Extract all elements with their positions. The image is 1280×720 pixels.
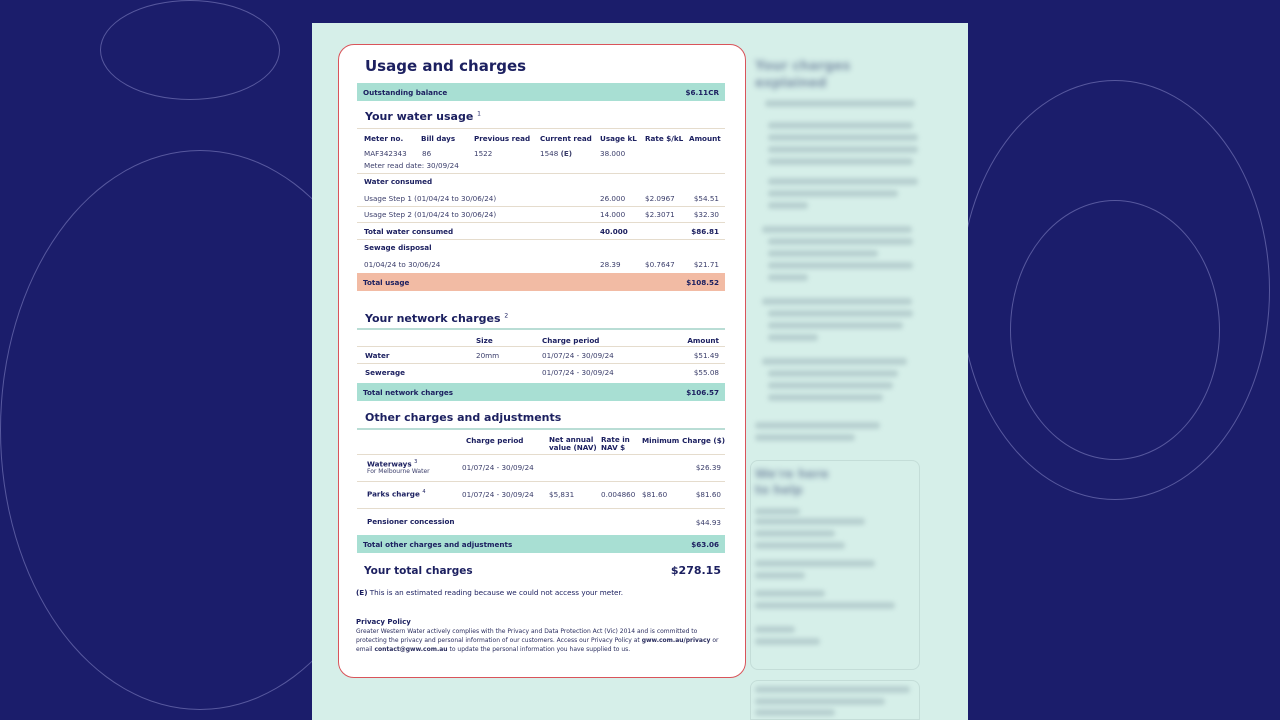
page-title: Usage and charges <box>365 57 527 75</box>
grand-total-label: Your total charges <box>364 565 473 577</box>
meter-read-date: Meter read date: 30/09/24 <box>364 161 459 170</box>
divider <box>357 481 725 482</box>
network-charges-title: Your network charges $^2$ <box>365 312 509 325</box>
bill-days: 86 <box>422 149 432 158</box>
outstanding-balance-bar <box>357 83 725 101</box>
divider <box>357 328 725 330</box>
estimate-note: (E) This is an estimated reading because we could not access your meter. <box>356 588 624 597</box>
current-read: 1548 (E) <box>540 149 573 158</box>
col-header: Rate in NAV $ <box>601 435 630 452</box>
usage: 38.000 <box>600 149 626 158</box>
col-header: Minimum <box>642 436 680 445</box>
section-label: Water consumed <box>364 177 433 186</box>
col-header: Charge period <box>542 336 600 345</box>
contact-email-link[interactable]: contact@gww.com.au <box>374 646 448 653</box>
divider <box>357 239 725 240</box>
col-header: Usage kL <box>600 134 637 143</box>
side-title: Your charges explained <box>755 59 851 91</box>
previous-read: 1522 <box>474 149 493 158</box>
background-contour <box>100 0 280 100</box>
other-charges-title: Other charges and adjustments <box>365 411 562 424</box>
col-header: Bill days <box>421 134 456 143</box>
col-header: Amount <box>689 134 721 143</box>
label: Outstanding balance <box>363 87 448 97</box>
total-network-bar: Total network charges $106.57 <box>357 383 725 401</box>
divider <box>357 428 725 430</box>
divider <box>357 363 725 364</box>
divider <box>357 222 725 223</box>
meter-no: MAF342343 <box>364 149 407 158</box>
col-header: Amount <box>687 336 719 345</box>
divider <box>357 454 725 455</box>
privacy-text: Greater Western Water actively complies with the Privacy and Data Protection Act (Vic) 2014 and is committed to protecting the privacy and personal information of our customers. Access our Privacy Policy at gww.com.au/privacy or email contact@gww.com.au to update the personal information you have supplied to us. <box>356 628 719 653</box>
total-other-bar: Total other charges and adjustments $63.06 <box>357 535 725 553</box>
water-usage-title: Your water usage $^1$ <box>365 110 481 123</box>
col-header: Rate $/kL <box>645 134 684 143</box>
divider <box>357 206 725 207</box>
privacy-title: Privacy Policy <box>356 618 411 626</box>
col-header: Size <box>476 336 493 345</box>
total-usage-bar: Total usage $108.52 <box>357 273 725 291</box>
divider <box>357 346 725 347</box>
value: $6.11CR <box>685 87 719 97</box>
divider <box>357 173 725 174</box>
grand-total-value: $278.15 <box>670 564 721 577</box>
col-header: Net annual value (NAV) <box>549 435 597 452</box>
col-header: Charge ($) <box>682 436 725 445</box>
col-header: Current read <box>540 134 592 143</box>
divider <box>357 508 725 509</box>
divider <box>357 128 725 129</box>
col-header: Meter no. <box>364 134 404 143</box>
col-header: Previous read <box>474 134 531 143</box>
privacy-link[interactable]: gww.com.au/privacy <box>641 637 711 644</box>
col-header: Charge period <box>466 436 524 445</box>
section-label: Sewage disposal <box>364 243 432 252</box>
background-contour <box>960 80 1270 500</box>
help-title: We're here to help <box>755 467 829 497</box>
